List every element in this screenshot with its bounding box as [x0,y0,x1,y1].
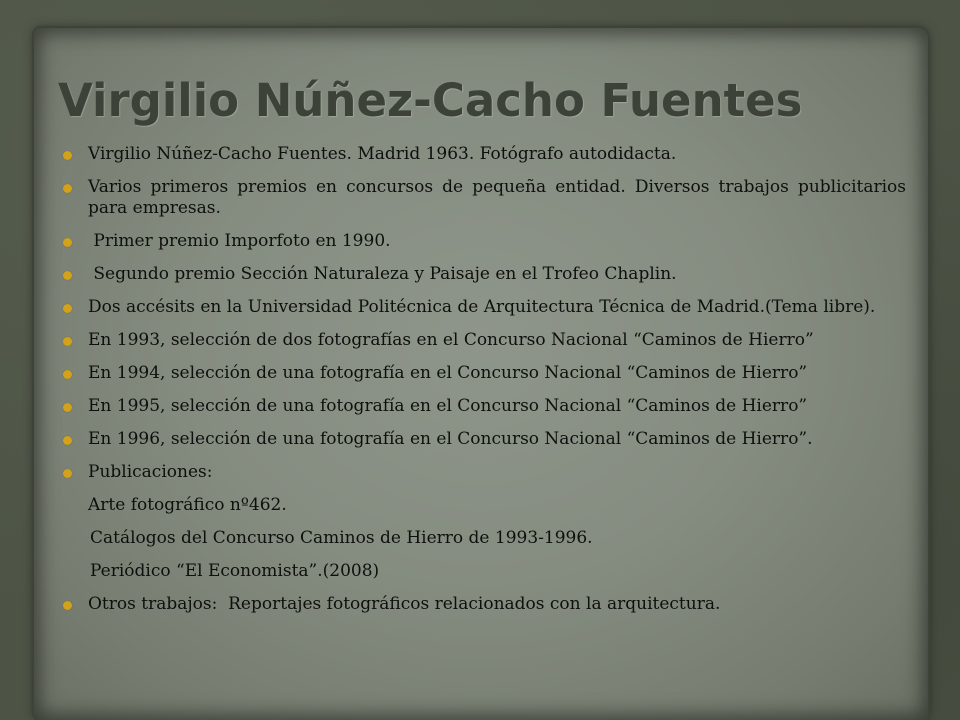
publication-line: Arte fotográfico nº462. [88,495,287,515]
slide-content [60,144,906,615]
list-item: Segundo premio Sección Naturaleza y Paisaje en el Trofeo Chaplin. [60,264,906,285]
bullet-icon [63,304,72,313]
list-item: Primer premio Imporfoto en 1990. [60,231,906,252]
list-item: Virgilio Núñez-Cacho Fuentes. Madrid 1963. Fotógrafo autodidacta. [60,144,906,165]
list-item: En 1995, selección de una fotografía en el Concurso Nacional “Caminos de Hierro” [60,396,906,417]
slide-title: Virgilio Núñez-Cacho Fuentes [58,74,803,127]
list-item: Varios primeros premios en concursos de pequeña entidad. Diversos trabajos publicitarios para empresas. [60,177,906,219]
bullet-icon [63,403,72,412]
bullet-icon [63,469,72,478]
bullet-icon [63,271,72,280]
bullet-icon [63,151,72,160]
list-item: Dos accésits en la Universidad Politécnica de Arquitectura Técnica de Madrid.(Tema libre). [60,297,906,318]
list-item: Publicaciones: [60,462,906,483]
list-item: Otros trabajos: Reportajes fotográficos relacionados con la arquitectura. [60,594,906,615]
bullet-icon [63,238,72,247]
list-item: En 1993, selección de dos fotografías en el Concurso Nacional “Caminos de Hierro” [60,330,906,351]
bullet-icon [63,184,72,193]
list-item: En 1996, selección de una fotografía en el Concurso Nacional “Caminos de Hierro”. [60,429,906,450]
bullet-icon [63,337,72,346]
bullet-icon [63,370,72,379]
bullet-icon [63,601,72,610]
bullet-icon [63,436,72,445]
publication-line: Catálogos del Concurso Caminos de Hierro de 1993-1996. [90,528,593,548]
publication-line: Periódico “El Economista”.(2008) [90,561,380,581]
list-item: En 1994, selección de una fotografía en el Concurso Nacional “Caminos de Hierro” [60,363,906,384]
